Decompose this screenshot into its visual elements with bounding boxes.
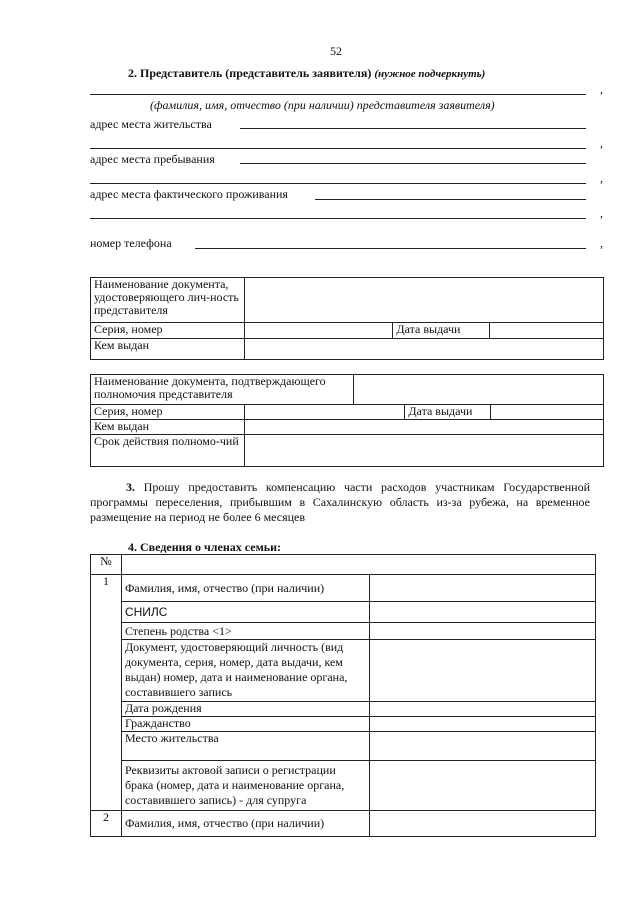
member-1-id-doc-label: Документ, удостоверяющий личность (вид документа, серия, номер, дата выдачи, кем выдан) номер, дата и наименование органа, составившего запись bbox=[121, 640, 369, 702]
family-members-table bbox=[90, 554, 596, 837]
identity-issued-label: Кем выдан bbox=[91, 339, 245, 360]
identity-issued-value[interactable] bbox=[244, 339, 603, 360]
stay-label: адрес места пребывания bbox=[90, 152, 215, 166]
member-1-marriage-value[interactable] bbox=[369, 761, 595, 811]
authority-series-value[interactable] bbox=[244, 405, 405, 420]
authority-validity-value[interactable] bbox=[244, 435, 603, 467]
comma-1: , bbox=[600, 82, 603, 96]
authority-series-label: Серия, номер bbox=[91, 405, 245, 420]
member-1-residence-label: Место жительства bbox=[121, 732, 369, 761]
identity-date-label: Дата выдачи bbox=[393, 323, 490, 339]
actual-residence-line-1[interactable] bbox=[315, 199, 586, 200]
stay-line-2[interactable] bbox=[90, 183, 586, 184]
residence-line-1[interactable] bbox=[240, 128, 586, 129]
phone-line[interactable] bbox=[195, 248, 586, 249]
member-1-fio-value[interactable] bbox=[369, 575, 595, 602]
table-row bbox=[91, 435, 604, 467]
section3-number: 3. bbox=[126, 480, 135, 494]
table-row bbox=[91, 405, 604, 420]
phone-label: номер телефона bbox=[90, 236, 172, 250]
authority-issued-label: Кем выдан bbox=[91, 420, 245, 435]
member-1-birth-label: Дата рождения bbox=[121, 702, 369, 717]
actual-residence-label: адрес места фактического проживания bbox=[90, 187, 288, 201]
authority-issued-value[interactable] bbox=[244, 420, 603, 435]
table-row bbox=[91, 623, 596, 640]
member-2-fio-label: Фамилия, имя, отчество (при наличии) bbox=[121, 811, 369, 837]
representative-name-line[interactable] bbox=[90, 94, 586, 95]
stay-line-1[interactable] bbox=[240, 163, 586, 164]
table-row bbox=[91, 339, 604, 360]
table-row bbox=[91, 732, 596, 761]
identity-date-value[interactable] bbox=[490, 323, 604, 339]
member-1-kinship-value[interactable] bbox=[369, 623, 595, 640]
identity-series-label: Серия, номер bbox=[91, 323, 245, 339]
comma-2: , bbox=[600, 136, 603, 150]
table-row bbox=[91, 575, 596, 602]
table-row bbox=[91, 602, 596, 623]
actual-residence-line-2[interactable] bbox=[90, 218, 586, 219]
authority-document-table bbox=[90, 374, 604, 467]
identity-doc-label: Наименование документа, удостоверяющего лич-ность представителя bbox=[91, 278, 245, 323]
authority-date-value[interactable] bbox=[491, 405, 604, 420]
table-row bbox=[91, 323, 604, 339]
member-2-number: 2 bbox=[91, 811, 122, 837]
identity-doc-value[interactable] bbox=[244, 278, 603, 323]
member-1-marriage-label: Реквизиты актовой записи о регистрации брака (номер, дата и наименование органа, составившего запись) - для супруга bbox=[121, 761, 369, 811]
member-1-snils-label: СНИЛС bbox=[121, 602, 369, 623]
residence-label: адрес места жительства bbox=[90, 117, 212, 131]
comma-5: , bbox=[600, 236, 603, 250]
authority-validity-label: Срок действия полномо-чий bbox=[91, 435, 245, 467]
member-2-fio-value[interactable] bbox=[369, 811, 595, 837]
section4-title: 4. Сведения о членах семьи: bbox=[128, 540, 281, 554]
section3-paragraph bbox=[90, 480, 590, 525]
comma-4: , bbox=[600, 206, 603, 220]
section2-title: 2. Представитель (представитель заявителя) bbox=[128, 66, 372, 80]
member-1-residence-value[interactable] bbox=[369, 732, 595, 761]
table-row bbox=[91, 375, 604, 405]
comma-3: , bbox=[600, 171, 603, 185]
member-1-citizenship-value[interactable] bbox=[369, 717, 595, 732]
authority-date-label: Дата выдачи bbox=[405, 405, 491, 420]
table-row bbox=[91, 717, 596, 732]
section2-title-note: (нужное подчеркнуть) bbox=[374, 68, 486, 80]
table-row bbox=[91, 761, 596, 811]
table-row bbox=[91, 278, 604, 323]
section2-heading bbox=[128, 66, 485, 81]
member-1-snils-value[interactable] bbox=[369, 602, 595, 623]
identity-document-table bbox=[90, 277, 604, 360]
member-1-birth-value[interactable] bbox=[369, 702, 595, 717]
page-number: 52 bbox=[330, 44, 342, 58]
member-1-fio-label: Фамилия, имя, отчество (при наличии) bbox=[121, 575, 369, 602]
no-column-header: № bbox=[91, 555, 122, 575]
identity-series-value[interactable] bbox=[244, 323, 393, 339]
section3-text: Прошу предоставить компенсацию части расходов участникам Государственной программы переселения, прибывшим в Сахалинскую область из-за рубежа, на временное размещение на период не более 6 месяцев bbox=[90, 480, 591, 524]
table-row bbox=[91, 420, 604, 435]
member-1-kinship-label: Степень родства <1> bbox=[121, 623, 369, 640]
residence-line-2[interactable] bbox=[90, 148, 586, 149]
table-row bbox=[91, 555, 596, 575]
representative-name-caption: (фамилия, имя, отчество (при наличии) представителя заявителя) bbox=[150, 98, 495, 112]
authority-doc-value[interactable] bbox=[353, 375, 603, 405]
header-blank bbox=[121, 555, 595, 575]
member-1-number: 1 bbox=[91, 575, 122, 811]
authority-doc-label: Наименование документа, подтверждающего полномочия представителя bbox=[91, 375, 354, 405]
table-row bbox=[91, 811, 596, 837]
table-row bbox=[91, 640, 596, 702]
member-1-citizenship-label: Гражданство bbox=[121, 717, 369, 732]
member-1-id-doc-value[interactable] bbox=[369, 640, 595, 702]
table-row bbox=[91, 702, 596, 717]
